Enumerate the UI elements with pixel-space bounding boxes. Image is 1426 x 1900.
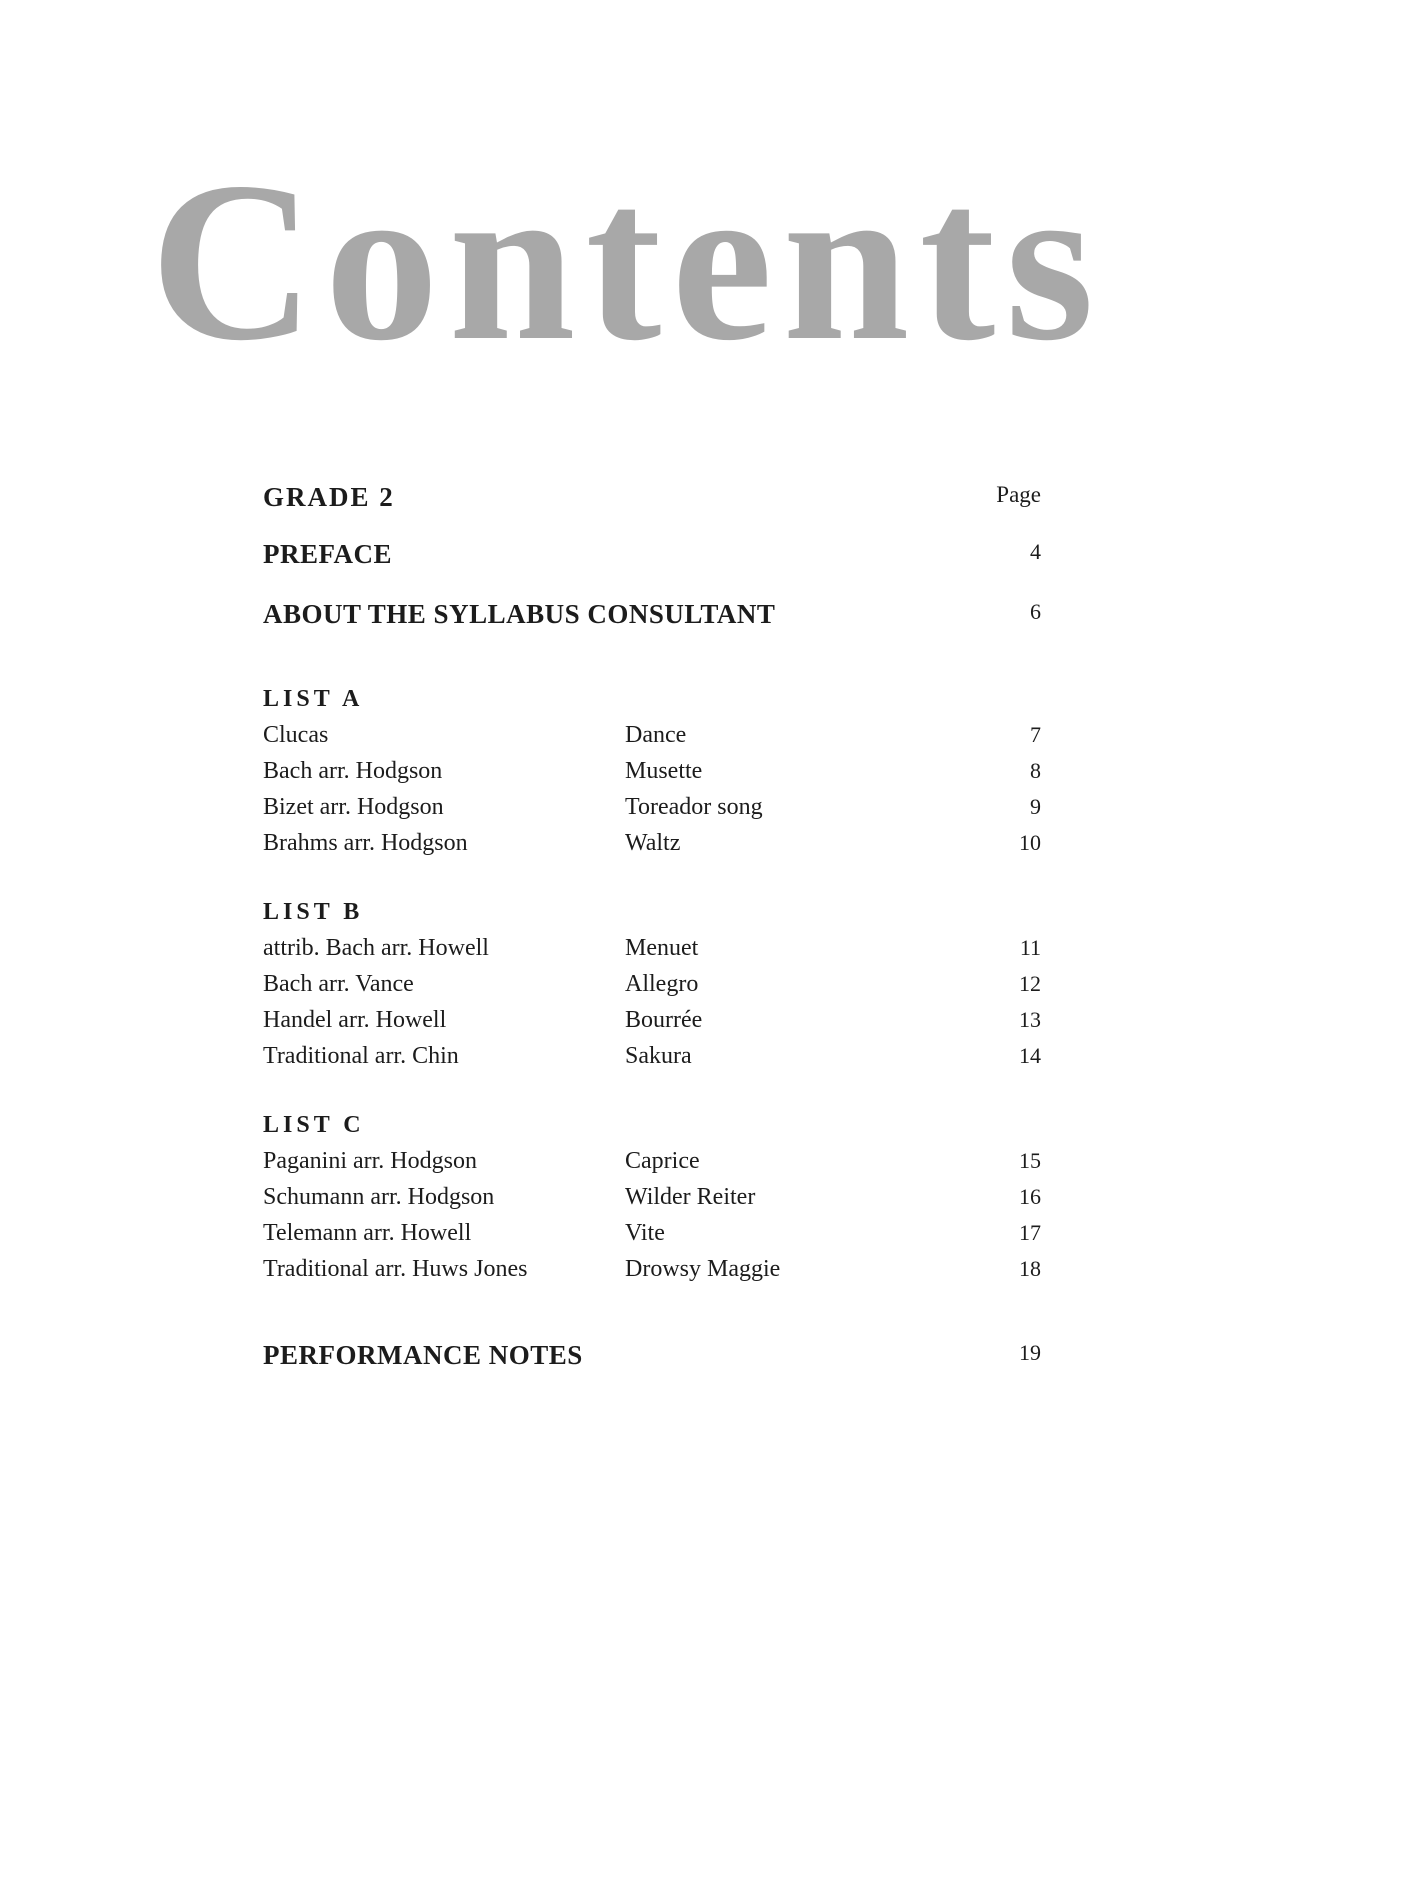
page-number: 16 <box>1019 1184 1041 1209</box>
toc-entry[interactable] <box>263 830 1041 870</box>
piece-title: Bourrée <box>625 1007 703 1033</box>
toc-entry[interactable] <box>263 1007 1041 1047</box>
page-number: 8 <box>1030 758 1041 783</box>
composer: Handel arr. Howell <box>263 1007 447 1033</box>
piece-title: Toreador song <box>625 794 763 820</box>
composer: Traditional arr. Chin <box>263 1043 459 1069</box>
toc-entry[interactable] <box>263 1184 1041 1224</box>
grade-label: GRADE 2 <box>263 482 395 512</box>
toc-entry-about[interactable] <box>263 599 1041 639</box>
list-heading: LIST B <box>263 899 364 925</box>
toc-entry-performance-notes[interactable] <box>263 1340 1041 1380</box>
page-number: 9 <box>1030 794 1041 819</box>
list-b-heading-row <box>263 899 1041 939</box>
piece-title: Caprice <box>625 1148 700 1174</box>
composer: Brahms arr. Hodgson <box>263 830 468 856</box>
piece-title: Waltz <box>625 830 681 856</box>
composer: Bach arr. Hodgson <box>263 758 443 784</box>
piece-title: Dance <box>625 722 687 748</box>
page-title: Contents <box>150 136 1105 388</box>
composer: Traditional arr. Huws Jones <box>263 1256 528 1282</box>
page-number: 12 <box>1019 971 1041 996</box>
about-label: ABOUT THE SYLLABUS CONSULTANT <box>263 599 776 629</box>
toc-entry[interactable] <box>263 935 1041 975</box>
toc-entry[interactable] <box>263 1256 1041 1296</box>
page-column-label: Page <box>996 482 1041 507</box>
preface-page: 4 <box>1030 539 1041 564</box>
composer: Bach arr. Vance <box>263 971 414 997</box>
page-number: 13 <box>1019 1007 1041 1032</box>
page-number: 15 <box>1019 1148 1041 1173</box>
page-number: 14 <box>1019 1043 1041 1068</box>
composer: Schumann arr. Hodgson <box>263 1184 495 1210</box>
piece-title: Menuet <box>625 935 699 961</box>
toc-entry[interactable] <box>263 1148 1041 1188</box>
page-number: 7 <box>1030 722 1041 747</box>
piece-title: Sakura <box>625 1043 692 1069</box>
toc-entry-preface[interactable] <box>263 539 1041 579</box>
composer: Paganini arr. Hodgson <box>263 1148 477 1174</box>
grade-row <box>263 482 1041 522</box>
piece-title: Musette <box>625 758 703 784</box>
page-number: 18 <box>1019 1256 1041 1281</box>
performance-notes-label: PERFORMANCE NOTES <box>263 1340 583 1370</box>
composer: Telemann arr. Howell <box>263 1220 472 1246</box>
list-c-heading-row <box>263 1112 1041 1152</box>
toc-entry[interactable] <box>263 971 1041 1011</box>
toc-entry[interactable] <box>263 1220 1041 1260</box>
page-number: 17 <box>1019 1220 1041 1245</box>
performance-notes-page: 19 <box>1019 1340 1041 1365</box>
list-a-heading-row <box>263 686 1041 726</box>
page-number: 11 <box>1019 935 1041 960</box>
list-heading: LIST C <box>263 1112 365 1138</box>
piece-title: Allegro <box>625 971 699 997</box>
toc-entry[interactable] <box>263 758 1041 798</box>
composer: attrib. Bach arr. Howell <box>263 935 489 961</box>
page-number: 10 <box>1019 830 1041 855</box>
toc-entry[interactable] <box>263 722 1041 762</box>
piece-title: Drowsy Maggie <box>625 1256 781 1282</box>
piece-title: Vite <box>625 1220 665 1246</box>
composer: Bizet arr. Hodgson <box>263 794 444 820</box>
toc-entry[interactable] <box>263 1043 1041 1083</box>
list-heading: LIST A <box>263 686 364 712</box>
about-page: 6 <box>1030 599 1041 624</box>
toc-entry[interactable] <box>263 794 1041 834</box>
composer: Clucas <box>263 722 329 748</box>
piece-title: Wilder Reiter <box>625 1184 756 1210</box>
preface-label: PREFACE <box>263 539 392 569</box>
